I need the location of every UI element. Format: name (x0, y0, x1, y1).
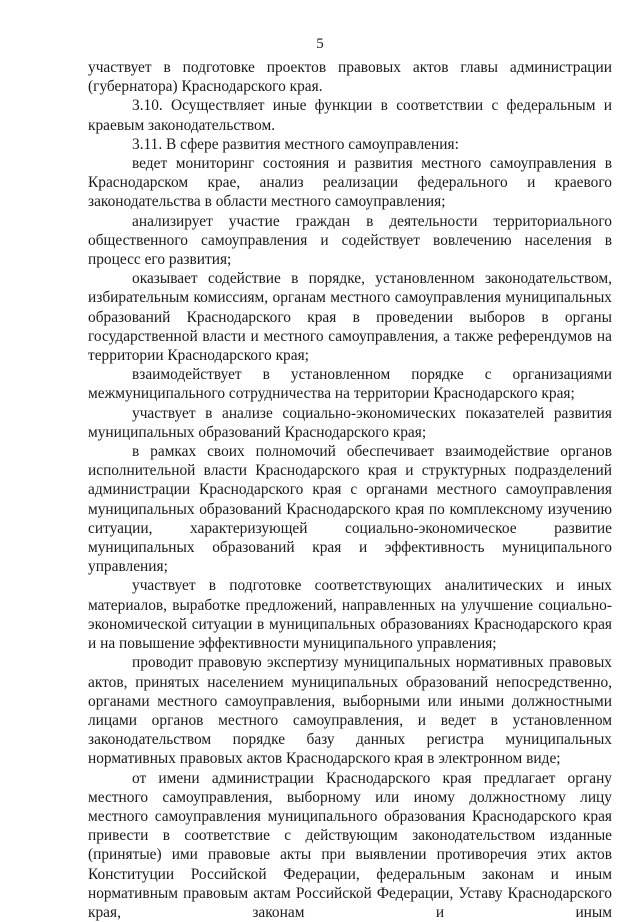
paragraph: участвует в подготовке проектов правовых актов главы администрации (губернатора) Краснодарского края. (88, 59, 612, 96)
paragraph: в рамках своих полномочий обеспечивает взаимодействие органов исполнительной власти Краснодарского края и структурных подразделений администрации Краснодарского края с органами местного самоуправления муниципальных образований Краснодарского края по комплексному изучению ситуации, характеризующей социально-экономическое развитие муниципальных образований края и эффективность муниципального управления; (88, 443, 612, 576)
document-body (88, 58, 612, 922)
paragraph: анализирует участие граждан в деятельности территориального общественного самоуправления и содействует вовлечению населения в процесс его развития; (88, 212, 612, 269)
paragraph: 3.10. Осуществляет иные функции в соответствии с федеральным и краевым законодательством. (88, 97, 612, 134)
paragraph: 3.11. В сфере развития местного самоуправления: (132, 135, 459, 153)
page-number: 5 (316, 36, 324, 52)
paragraph: от имени администрации Краснодарского края предлагает органу местного самоуправления, выборному или иному должностному лицу местного самоуправления муниципального образования Краснодарского края привести в соответствие с действующим законодательством изданные (принятые) ими правовые акты при выявлении противоречия этих актов Конституции Российской Федерации, федеральным законам и иным нормативным правовым актам Российской Федерации, Уставу Краснодарского края, законам и иным (88, 769, 612, 921)
paragraph: участвует в анализе социально-экономических показателей развития муниципальных образований Краснодарского края; (88, 404, 612, 441)
paragraph: ведет мониторинг состояния и развития местного самоуправления в Краснодарском крае, анализ реализации федерального и краевого законодательства в области местного самоуправления; (88, 155, 612, 211)
paragraph: проводит правовую экспертизу муниципальных нормативных правовых актов, принятых населением муниципальных образований непосредственно, органами местного самоуправления, выборными или иными должностными лицами органов местного самоуправления, и ведет в установленном законодательством порядке базу данных регистра муниципальных нормативных правовых актов Краснодарского края в электронном виде; (88, 654, 612, 768)
paragraph: участвует в подготовке соответствующих аналитических и иных материалов, выработке предложений, направленных на улучшение социально-экономической ситуации в муниципальных образованиях Краснодарского края и на повышение эффективности муниципального управления; (88, 577, 612, 653)
paragraph: оказывает содействие в порядке, установленном законодательством, избирательным комиссиям, органам местного самоуправления муниципальных образований Краснодарского края в проведении выборов в органы государственной власти и местного самоуправления, а также референдумов на территории Краснодарского края; (88, 270, 612, 365)
paragraph: взаимодействует в установленном порядке с организациями межмуниципального сотрудничества на территории Краснодарского края; (88, 366, 612, 403)
